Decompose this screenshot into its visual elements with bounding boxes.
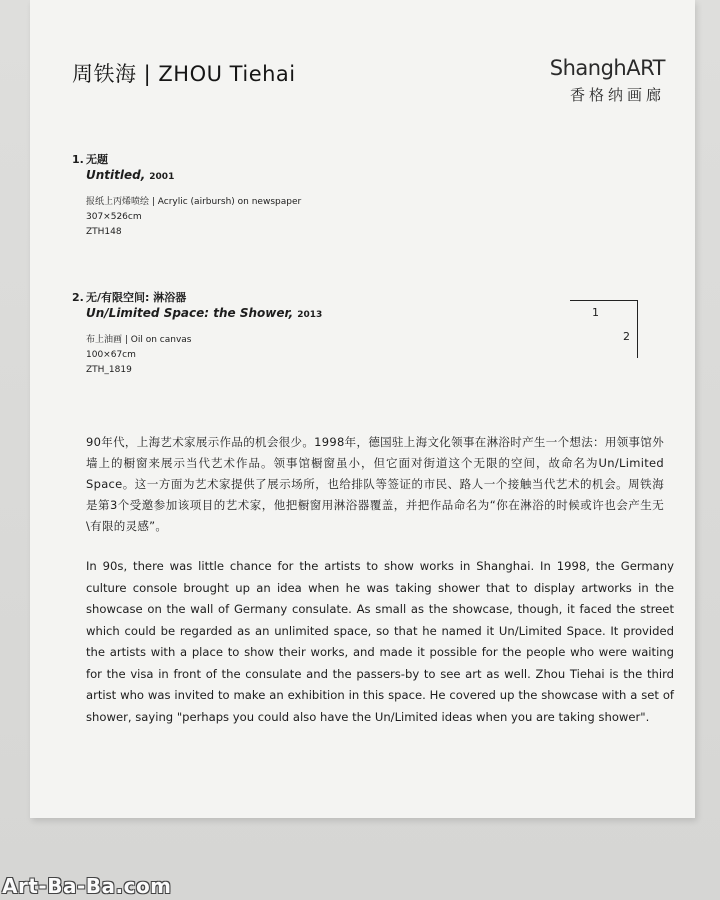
artwork-details <box>86 195 301 240</box>
artwork-material: 布上油画 | Oil on canvas <box>86 335 192 345</box>
artwork-title-cn: 无题 <box>86 153 108 166</box>
artwork-code: ZTH_1819 <box>86 365 132 375</box>
diagram-top-line <box>570 300 638 301</box>
artwork-heading-en: Un/Limited Space: the Shower, 2013 <box>86 306 323 320</box>
gallery-logo <box>550 56 665 105</box>
site-watermark: Art-Ba-Ba.com <box>2 874 172 898</box>
artwork-number: 1. <box>72 153 84 166</box>
artwork-title-cn: 无/有限空间: 淋浴器 <box>86 291 187 304</box>
artwork-heading-cn <box>72 290 322 306</box>
artwork-size: 100×67cm <box>86 350 136 360</box>
artwork-title-en: Untitled <box>86 168 141 182</box>
artwork-size: 307×526cm <box>86 212 142 222</box>
artwork-heading-en: Untitled, 2001 <box>86 168 175 182</box>
logo-english: ShanghART <box>549 56 665 80</box>
artwork-entry-1 <box>72 152 301 240</box>
artwork-details <box>86 333 322 378</box>
diagram-label-1: 1 <box>592 306 599 319</box>
description-english: In 90s, there was little chance for the artists to show works in Shanghai. In 1998, the Germany culture console brought up an idea when he was taking shower that to display artworks in the showcase on the wall of Germany consulate. As small as the showcase, though, it faced the street which could be regarded as an unlimited space, so that he named it Un/Limited Space. It provided the artists with a place to show their works, and made it possible for the people who were waiting for the visa in front of the consulate and the passers-by to see art as well. Zhou Tiehai is the third artist who was invited to make an exhibition in this space. He covered up the showcase with a set of shower, saying "perhaps you could also have the Un/Limited ideas when you are taking shower". <box>86 559 674 724</box>
logo-chinese: 香格纳画廊 <box>569 86 665 104</box>
diagram-label-2: 2 <box>623 330 630 343</box>
artwork-year: 2001 <box>149 172 175 182</box>
artwork-code: ZTH148 <box>86 227 122 237</box>
artwork-position-diagram <box>570 300 638 358</box>
artwork-number: 2. <box>72 291 84 304</box>
description-chinese: 90年代，上海艺术家展示作品的机会很少。1998年，德国驻上海文化领事在淋浴时产生一个想法：用领事馆外墙上的橱窗来展示当代艺术作品。领事馆橱窗虽小，但它面对街道这个无限的空间，故命名为Un/Limited Space。这一方面为艺术家提供了展示场所，也给排队等签证的市民、路人一个接触当代艺术的机会。周铁海是第3个受邀参加该项目的艺术家，他把橱窗用淋浴器覆盖，并把作品命名为“你在淋浴的时候或许也会产生无\有限的灵感”。 <box>86 435 664 533</box>
artist-title: 周铁海 | ZHOU Tiehai <box>72 62 296 86</box>
wall-label-panel <box>30 0 695 818</box>
artwork-year: 2013 <box>297 310 323 320</box>
diagram-right-line <box>637 300 638 358</box>
artwork-material: 报纸上丙烯喷绘 | Acrylic (airbursh) on newspaper <box>86 197 302 207</box>
artwork-entry-2 <box>72 290 322 378</box>
artwork-title-en: Un/Limited Space: the Shower <box>86 306 289 320</box>
artwork-heading-cn <box>72 152 301 168</box>
